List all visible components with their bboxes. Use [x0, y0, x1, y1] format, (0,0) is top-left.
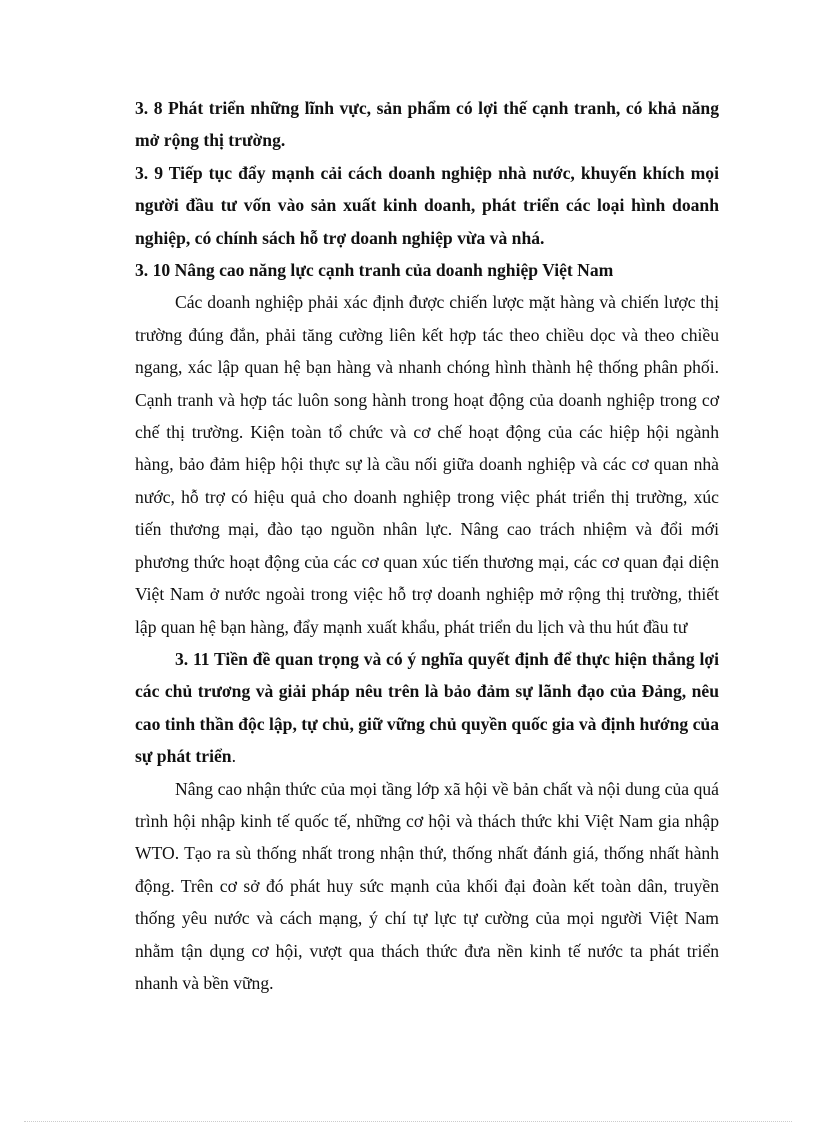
- paragraph-business-competitiveness: Các doanh nghiệp phải xác định được chiến lược mặt hàng và chiến lược thị trường đúng đắn, phải tăng cường liên kết hợp tác theo chiều dọc và theo chiều ngang, xác lập quan hệ bạn hàng và nhanh chóng hình thành hệ thống phân phối. Cạnh tranh và hợp tác luôn song hành trong hoạt động của doanh nghiệp trong cơ chế thị trường. Kiện toàn tổ chức và cơ chế hoạt động của các hiệp hội ngành hàng, bảo đảm hiệp hội thực sự là cầu nối giữa doanh nghiệp và các cơ quan nhà nước, hỗ trợ có hiệu quả cho doanh nghiệp trong việc phát triển thị trường, xúc tiến thương mại, đào tạo nguồn nhân lực. Nâng cao trách nhiệm và đổi mới phương thức hoạt động của các cơ quan xúc tiến thương mại, các cơ quan đại diện Việt Nam ở nước ngoài trong việc hỗ trợ doanh nghiệp mở rộng thị trường, thiết lập quan hệ bạn hàng, đẩy mạnh xuất khẩu, phát triển du lịch và thu hút đầu tư: [135, 292, 719, 637]
- heading-3-11-tail: .: [231, 746, 236, 767]
- heading-3-11-text: 3. 11 Tiền đề quan trọng và có ý nghĩa quyết định để thực hiện thắng lợi các chủ trương và giải pháp nêu trên là bảo đảm sự lãnh đạo của Đảng, nêu cao tinh thần độc lập, tự chủ, giữ vững chủ quyền quốc gia và định hướng của sự phát triển: [135, 648, 719, 767]
- document-body: [135, 92, 719, 999]
- heading-3-8: 3. 8 Phát triển những lĩnh vực, sản phẩm có lợi thế cạnh tranh, có khả năng mở rộng thị trường.: [135, 98, 719, 151]
- paragraph-awareness: Nâng cao nhận thức của mọi tầng lớp xã hội về bản chất và nội dung của quá trình hội nhập kinh tế quốc tế, những cơ hội và thách thức khi Việt Nam gia nhập WTO. Tạo ra sù thống nhất trong nhận thứ, thống nhất đánh giá, thống nhất hành động. Trên cơ sở đó phát huy sức mạnh của khối đại đoàn kết toàn dân, truyền thống yêu nước và cách mạng, ý chí tự lực tự cường của mọi người Việt Nam nhằm tận dụng cơ hội, vượt qua thách thức đưa nền kinh tế nước ta phát triển nhanh và bền vững.: [135, 778, 719, 993]
- heading-3-9: 3. 9 Tiếp tục đẩy mạnh cải cách doanh nghiệp nhà nước, khuyến khích mọi người đầu tư vốn vào sản xuất kinh doanh, phát triển các loại hình doanh nghiệp, có chính sách hỗ trợ doanh nghiệp vừa và nhá.: [135, 162, 719, 248]
- heading-3-11: [135, 643, 719, 773]
- page-bottom-rule: [24, 1121, 792, 1122]
- heading-3-10: 3. 10 Nâng cao năng lực cạnh tranh của doanh nghiệp Việt Nam: [135, 260, 614, 281]
